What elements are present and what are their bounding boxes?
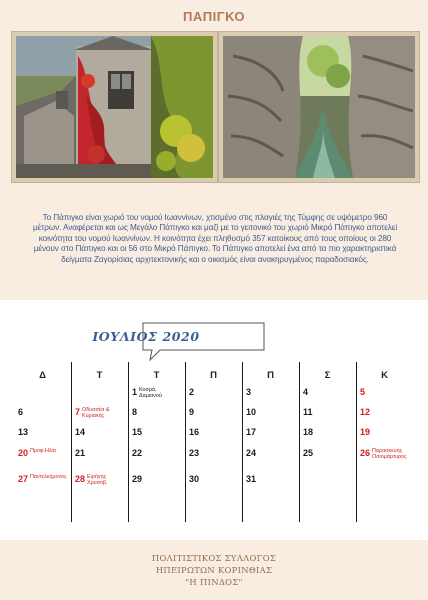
day-number: 26: [360, 448, 371, 458]
name-day-note: Προφ.Ηλία: [30, 448, 56, 454]
day-number: 17: [246, 427, 257, 437]
day-number: 28: [75, 474, 86, 484]
calendar-day: [132, 387, 187, 409]
photo-stone-house: [12, 32, 217, 182]
day-number: 2: [189, 387, 195, 397]
calendar-day: [18, 427, 73, 449]
day-number: 16: [189, 427, 200, 437]
calendar-day: [189, 474, 244, 496]
day-number: 5: [360, 387, 366, 397]
calendar-day: [132, 407, 187, 429]
name-day-note: Οδυσσέα & Κυριακής: [82, 407, 110, 419]
calendar-day: [360, 427, 415, 449]
weekday-header: Δ: [39, 370, 46, 381]
day-number: 31: [246, 474, 257, 484]
day-number: 9: [189, 407, 195, 417]
calendar-day: [360, 448, 415, 470]
day-number: 27: [18, 474, 29, 484]
day-number: 25: [303, 448, 314, 458]
calendar-day: [18, 448, 73, 470]
name-day-note: Ειρήνης Χρυσοβ.: [87, 474, 108, 486]
day-number: 4: [303, 387, 309, 397]
day-number: 12: [360, 407, 371, 417]
calendar-day: [303, 407, 358, 429]
day-number: 7: [75, 407, 81, 417]
calendar-day: [75, 407, 130, 429]
weekday-header: Π: [267, 370, 274, 381]
day-number: 6: [18, 407, 24, 417]
description-paragraph: Το Πάπιγκο είναι χωριό του νομού Ιωαννίνων, χτισμένο στις πλαγιές της Τύμφης σε υψόμετρο 960 μέτρων. Αναφέρεται και ως Μεγάλο Πάπιγκο και μαζί με το γειτονικό του χωριό Μικρό Πάπιγκο αποτελεί κοινότητα του νομού Ιωαννίνων. Η κοινότητα έχει πληθυσμό 357 κατοίκους από τους οποίους οι 280 μένουν στο Πάπιγκο και οι 56 στο Μικρό Πάπιγκο. Το Πάπιγκο αποτελεί ένα από τα πιο χαρακτηριστικά δείγματα Ζαγορίσιας αρχιτεκτονικής και ο οικισμός είναι ανακηρυγμένος παραδοσιακός.: [32, 213, 398, 264]
calendar-day: [189, 448, 244, 470]
calendar-day: [246, 474, 301, 496]
calendar-day: [189, 407, 244, 429]
calendar-day: [189, 427, 244, 449]
calendar-day: [75, 448, 130, 470]
footer-line-2: ΗΠΕΙΡΩΤΩΝ ΚΟΡΙΝΘΙΑΣ: [155, 565, 273, 575]
calendar-day: [360, 407, 415, 429]
footer-line-3: "Η ΠΙΝΔΟΣ": [185, 577, 243, 587]
weekday-header: Κ: [381, 370, 388, 381]
calendar-day: [360, 387, 415, 409]
calendar-day: [132, 474, 187, 496]
day-number: 13: [18, 427, 29, 437]
day-number: 20: [18, 448, 29, 458]
name-day-note: Κοσμά, Δαμιανού: [139, 387, 162, 399]
calendar-day: [246, 407, 301, 429]
day-number: 23: [189, 448, 200, 458]
day-number: 8: [132, 407, 138, 417]
calendar-day: [18, 407, 73, 429]
weekday-header: Σ: [324, 370, 331, 381]
weekday-header: Π: [210, 370, 217, 381]
day-number: 1: [132, 387, 138, 397]
day-number: 19: [360, 427, 371, 437]
photo-gorge: [219, 32, 419, 182]
day-number: 15: [132, 427, 143, 437]
day-number: 18: [303, 427, 314, 437]
day-number: 10: [246, 407, 257, 417]
day-number: 14: [75, 427, 86, 437]
calendar-day: [246, 448, 301, 470]
day-number: 21: [75, 448, 86, 458]
calendar-grid: [14, 362, 414, 522]
month-title: ΙΟΥΛΙΟΣ 2020: [92, 329, 200, 344]
calendar-day: [189, 387, 244, 409]
day-number: 22: [132, 448, 143, 458]
calendar-day: [246, 387, 301, 409]
day-number: 24: [246, 448, 257, 458]
day-number: 29: [132, 474, 143, 484]
calendar-day: [75, 427, 130, 449]
day-number: 11: [303, 407, 313, 417]
calendar-day: [303, 448, 358, 470]
calendar-day: [75, 474, 130, 496]
calendar-day: [246, 427, 301, 449]
calendar-day: [303, 387, 358, 409]
weekday-header: Τ: [153, 370, 160, 381]
page-title: ΠΑΠΙΓΚΟ: [183, 9, 245, 24]
calendar-day: [18, 474, 73, 496]
day-number: 3: [246, 387, 252, 397]
name-day-note: Παρασκευής Οσιομάρτυρος: [372, 448, 407, 460]
day-number: 30: [189, 474, 200, 484]
calendar-day: [303, 427, 358, 449]
name-day-note: Παντελεήμονος: [30, 474, 67, 480]
calendar-day: [132, 427, 187, 449]
footer-line-1: ΠΟΛΙΤΙΣΤΙΚΟΣ ΣΥΛΛΟΓΟΣ: [151, 553, 277, 563]
calendar-day: [132, 448, 187, 470]
weekday-header: Τ: [96, 370, 103, 381]
